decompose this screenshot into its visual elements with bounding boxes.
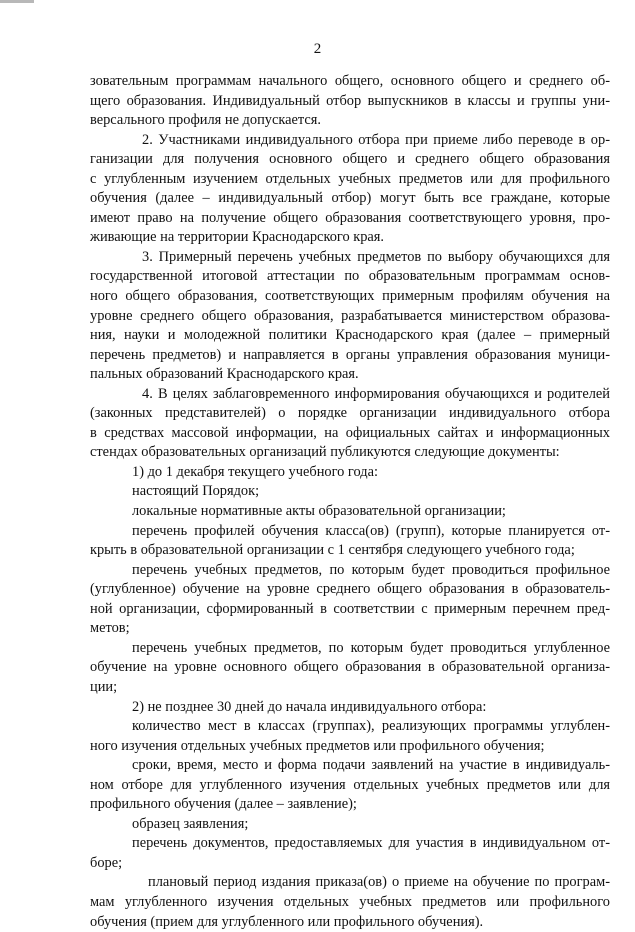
text-line: ной организации, сформированный в соответствии с примерным перечнем пред- [90, 600, 610, 617]
text-line: боре; [90, 854, 123, 871]
text-line: мам углубленного изучения отдельных учебных предметов или профильного [90, 893, 610, 910]
text-line: (углубленное) обучение на уровне среднего общего образования в образователь- [90, 581, 610, 598]
text-line: крыть в образовательной организации с 1 сентября следующего учебного года; [90, 542, 575, 559]
list-subitem: перечень профилей обучения класса(ов) (групп), которые планируется от- [132, 522, 610, 539]
text-line: ния, науки и молодежной политики Краснодарского края (далее – примерный [90, 327, 610, 344]
list-subitem: настоящий Порядок; [132, 483, 260, 500]
paragraph-start-3: 3. Примерный перечень учебных предметов по выбору обучающихся для [142, 248, 610, 265]
text-line: ганизации для получения основного общего и среднего общего образования [90, 151, 610, 168]
text-line: ции; [90, 678, 118, 695]
text-line: живающие на территории Краснодарского края. [90, 229, 385, 246]
list-subitem: локальные нормативные акты образовательной организации; [132, 503, 506, 520]
text-line: метов; [90, 620, 130, 637]
list-subitem: количество мест в классах (группах), реализующих программы углублен- [132, 718, 610, 735]
text-line: уровне среднего общего образования, разрабатывается министерством образова- [90, 307, 610, 324]
text-line: зовательным программам начального общего, основного общего и среднего об- [90, 73, 610, 89]
list-subitem: плановый период издания приказа(ов) о приеме на обучение по програм- [148, 874, 610, 891]
list-subitem: образец заявления; [132, 815, 249, 832]
list-subitem: перечень учебных предметов, по которым будет проводиться профильное [132, 561, 610, 578]
text-line: обучение на уровне основного общего образования в образовательной организа- [90, 659, 610, 676]
list-subitem: перечень документов, предоставляемых для участия в индивидуальном от- [132, 835, 610, 852]
text-line: перечень предметов) и направляется в органы управления образования муници- [90, 346, 610, 363]
text-line: профильного обучения (далее – заявление); [90, 796, 357, 813]
list-item-1: 1) до 1 декабря текущего учебного года: [132, 463, 378, 480]
text-line: в средствах массовой информации, на официальных сайтах и информационных [90, 424, 610, 441]
text-line: государственной итоговой аттестации по образовательным программам основ- [90, 268, 610, 285]
text-line: ного общего образования, соответствующих примерным профилям обучения на [90, 288, 610, 305]
paragraph-start-2: 2. Участниками индивидуального отбора при приеме либо переводе в ор- [142, 131, 610, 148]
paragraph-start-4: 4. В целях заблаговременного информирования обучающихся и родителей [142, 385, 610, 402]
text-line: обучения (далее – индивидуальный отбор) могут быть все граждане, которые [90, 190, 610, 207]
text-line: пальных образований Краснодарского края. [90, 366, 359, 383]
text-line: с углубленным изучением отдельных учебных предметов или для профильного [90, 170, 610, 187]
list-item-2: 2) не позднее 30 дней до начала индивидуального отбора: [132, 698, 487, 715]
text-line: имеют право на получение общего образования соответствующего уровня, про- [90, 209, 610, 226]
text-line: ном отборе для углубленного изучения отдельных учебных предметов или для [90, 776, 610, 793]
list-subitem: сроки, время, место и форма подачи заявлений на участие в индивидуаль- [132, 757, 610, 774]
list-subitem: перечень учебных предметов, по которым будет проводиться углубленное [132, 639, 610, 656]
text-line: щего образования. Индивидуальный отбор выпускников в классы и группы уни- [90, 92, 610, 109]
text-line: стендах образовательных организаций публикуются следующие документы: [90, 444, 560, 461]
text-line: (законных представителей) о порядке организации индивидуального отбора [90, 405, 610, 422]
text-line: обучения (прием для углубленного или профильного обучения). [90, 913, 484, 930]
text-line: версального профиля не допускается. [90, 112, 321, 129]
body-text [90, 72, 610, 932]
scan-corner-mark [0, 0, 34, 3]
page-number: 2 [313, 41, 322, 57]
text-line: ного изучения отдельных учебных предметов или профильного обучения; [90, 737, 545, 754]
